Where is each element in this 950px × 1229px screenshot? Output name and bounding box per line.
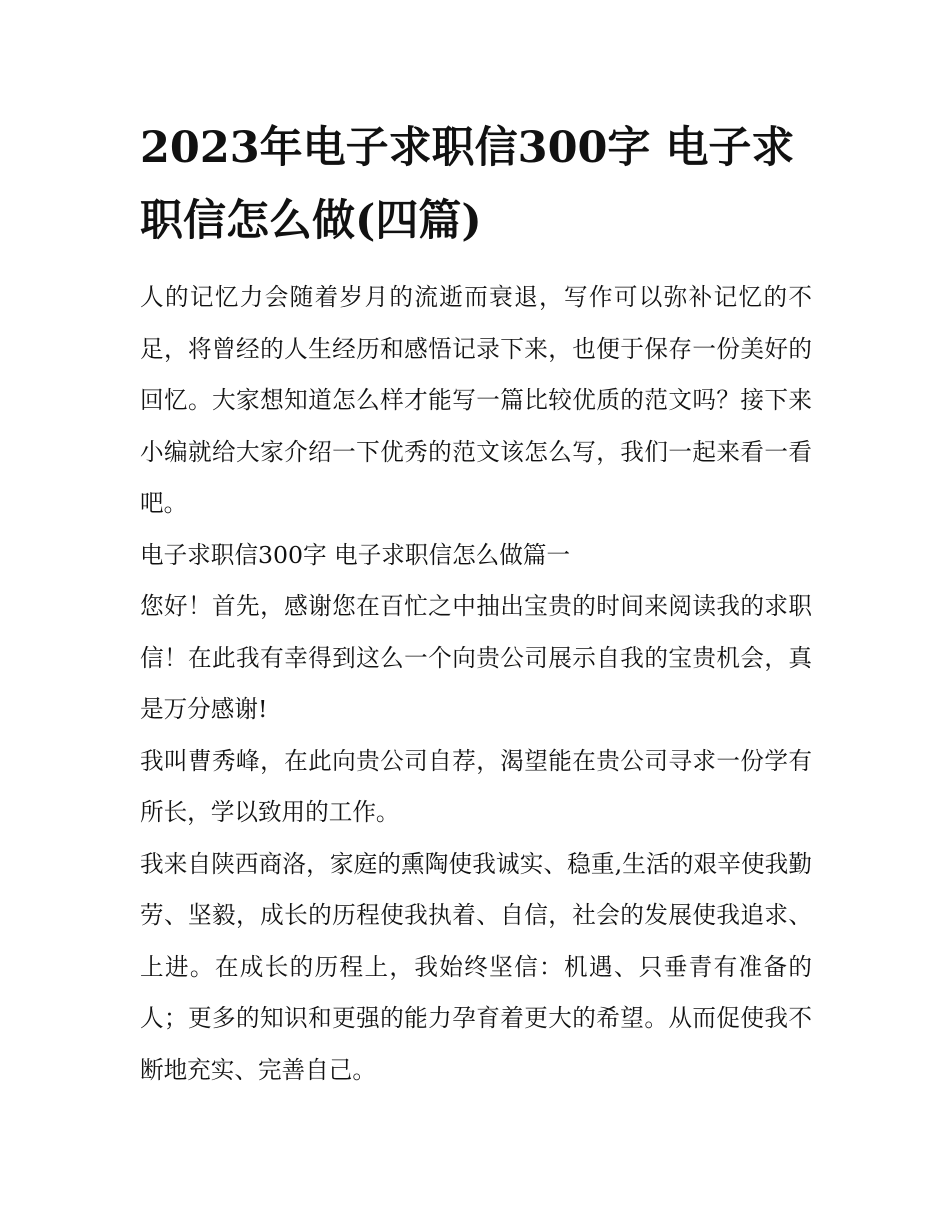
section-heading: 电子求职信300字 电子求职信怎么做篇一	[140, 540, 571, 569]
body-paragraph-introduction: 我叫曹秀峰，在此向贵公司自荐，渴望能在贵公司寻求一份学有所长，学以致用的工作。	[140, 746, 812, 826]
body-paragraph-background: 我来自陕西商洛，家庭的熏陶使我诚实、稳重,生活的艰辛使我勤劳、坚毅，成长的历程使我执着、自信，社会的发展使我追求、上进。在成长的历程上，我始终坚信：机遇、只垂青有准备的人；更多的知识和更强的能力孕育着更大的希望。从而促使我不断地充实、完善自己。	[140, 849, 812, 1084]
document-title: 2023年电子求职信300字 电子求职信怎么做(四篇)	[140, 123, 795, 246]
body-paragraph-greeting: 您好！首先，感谢您在百忙之中抽出宝贵的时间来阅读我的求职信！在此我有幸得到这么一个向贵公司展示自我的宝贵机会，真是万分感谢!	[140, 592, 812, 723]
document-body	[140, 272, 812, 1096]
intro-paragraph: 人的记忆力会随着岁月的流逝而衰退，写作可以弥补记忆的不足，将曾经的人生经历和感悟记录下来，也便于保存一份美好的回忆。大家想知道怎么样才能写一篇比较优质的范文吗？接下来小编就给大家介绍一下优秀的范文该怎么写，我们一起来看一看吧。	[140, 283, 812, 517]
document-page	[140, 112, 812, 1096]
